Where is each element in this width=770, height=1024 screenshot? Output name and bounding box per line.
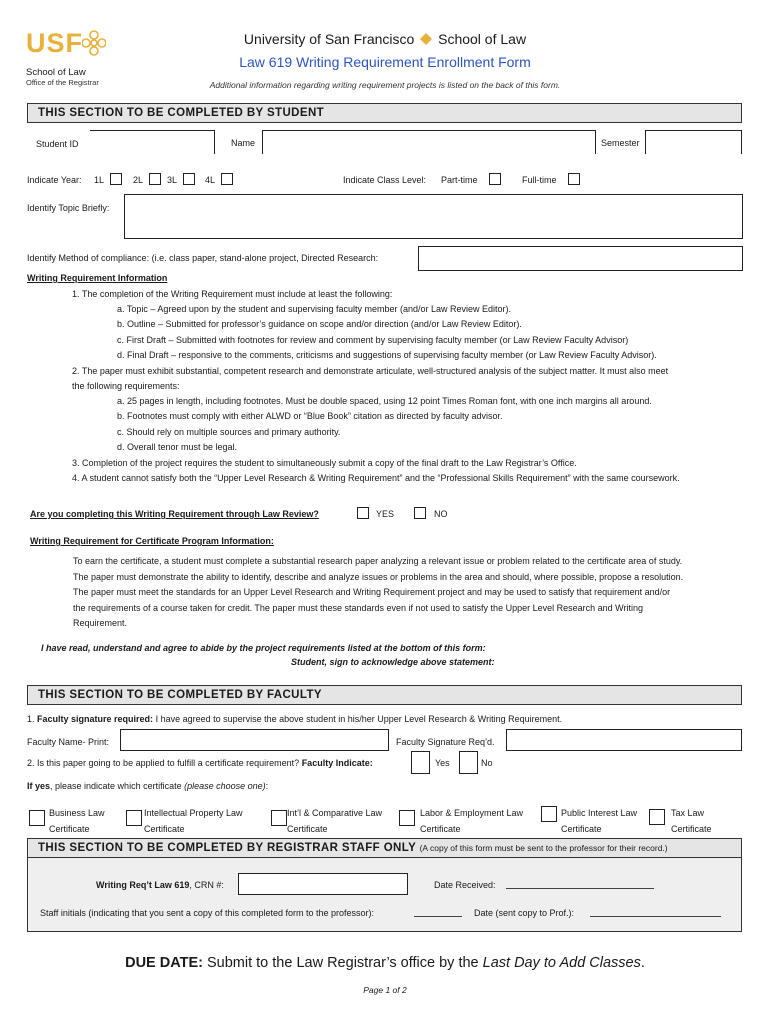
- certificate-yes-checkbox[interactable]: [411, 751, 430, 774]
- certificate-info-line-1: To earn the certificate, a student must complete a substantial research paper analyzing a relevant issue or problem related to the certificate area of study.: [73, 556, 683, 566]
- faculty-signature-label: Faculty Signature Req’d.: [396, 737, 495, 747]
- date-received-line[interactable]: [506, 888, 654, 889]
- faculty-sig-required-text: I have agreed to supervise the above student in his/her Upper Level Research & Writing Requirement.: [155, 714, 563, 724]
- wr-item-2d: d. Overall tenor must be legal.: [117, 442, 238, 452]
- wr-item-3: 3. Completion of the project requires the student to simultaneously submit a copy of the final draft to the Law Registrar’s Office.: [72, 458, 577, 468]
- certificate-yes-label: Yes: [435, 758, 450, 768]
- faculty-name-field[interactable]: [120, 729, 389, 751]
- law-review-question: Are you completing this Writing Requirement through Law Review?: [30, 509, 319, 519]
- registrar-section-header: [27, 838, 742, 858]
- student-id-field[interactable]: [90, 130, 215, 154]
- year-2l-label: 2L: [133, 175, 144, 185]
- law-review-yes-checkbox[interactable]: [357, 507, 369, 519]
- cert-labor-law-line1: Labor & Employment Law: [420, 808, 524, 818]
- date-sent-line[interactable]: [590, 916, 721, 917]
- diamond-icon: [420, 33, 432, 45]
- cert-intl-law-label: [287, 807, 382, 835]
- form-subtitle: Additional information regarding writing requirement projects is listed on the back of this form.: [209, 80, 561, 90]
- year-2l-checkbox[interactable]: [149, 173, 161, 185]
- if-yes-label: If yes: [27, 781, 51, 791]
- page-number: Page 1 of 2: [363, 985, 407, 995]
- year-3l-checkbox[interactable]: [183, 173, 195, 185]
- cert-ip-law-label: [144, 807, 243, 835]
- year-4l-label: 4L: [205, 175, 216, 185]
- wr-item-1b: b. Outline – Submitted for professor’s guidance on scope and/or direction (and/or Law Review Editor).: [117, 319, 522, 329]
- certificate-question: [27, 757, 373, 769]
- wr-item-4: 4. A student cannot satisfy both the “Upper Level Research & Writing Requirement” and the “Professional Skills Requirement” with the same coursework.: [72, 473, 680, 483]
- law-review-no-checkbox[interactable]: [414, 507, 426, 519]
- crn-label: , CRN #:: [189, 880, 224, 890]
- cert-labor-law-line2: Certificate: [420, 824, 461, 834]
- crn-field[interactable]: [238, 873, 408, 895]
- if-yes-text: , please indicate which certificate: [50, 781, 182, 791]
- part-time-checkbox[interactable]: [489, 173, 501, 185]
- writing-req-crn-label: [96, 879, 224, 891]
- if-yes-choose-one: (please choose one): [184, 781, 266, 791]
- cert-public-interest-line2: Certificate: [561, 824, 602, 834]
- certificate-info-line-4: the requirements of a course taken for credit. The paper must these standards even if not used to satisfy the Upper Level Research and Writing: [73, 603, 643, 613]
- if-yes-instruction: [27, 780, 268, 792]
- writing-req-label: Writing Req’t Law 619: [96, 880, 190, 890]
- full-time-label: Full-time: [522, 175, 557, 185]
- faculty-sig-required: [27, 713, 562, 725]
- cert-public-interest-label: [561, 807, 637, 835]
- date-sent-label: Date (sent copy to Prof.):: [474, 908, 575, 918]
- year-label: Indicate Year:: [27, 175, 82, 185]
- certificate-info-heading: Writing Requirement for Certificate Program Information:: [30, 536, 274, 546]
- cert-business-law-line2: Certificate: [49, 824, 90, 834]
- cert-labor-law-checkbox[interactable]: [399, 810, 415, 826]
- cert-ip-law-line1: Intellectual Property Law: [144, 808, 243, 818]
- cert-intl-law-line1: Int’l & Comparative Law: [287, 808, 383, 818]
- year-1l-label: 1L: [94, 175, 105, 185]
- certificate-info-line-3: The paper must meet the standards for an Upper Level Research and Writing Requirement project and may be used to satisfy that requirement and/or: [73, 587, 671, 597]
- faculty-name-label: Faculty Name- Print:: [27, 737, 110, 747]
- wr-item-2b: b. Footnotes must comply with either ALWD or “Blue Book” citation as directed by faculty advisor.: [117, 411, 503, 421]
- acknowledge-signature-prompt: Student, sign to acknowledge above statement:: [291, 657, 495, 667]
- wr-item-1: 1. The completion of the Writing Requirement must include at least the following:: [72, 289, 393, 299]
- due-date-deadline: Last Day to Add Classes: [482, 955, 641, 971]
- date-received-label: Date Received:: [434, 880, 496, 890]
- dept-line-1: School of Law: [26, 67, 86, 78]
- law-review-no-label: NO: [434, 509, 448, 519]
- due-date-label: DUE DATE:: [125, 955, 203, 971]
- semester-field[interactable]: [645, 130, 742, 154]
- wr-item-1a: a. Topic – Agreed upon by the student and supervising faculty member (and/or Law Review Editor).: [117, 304, 512, 314]
- part-time-label: Part-time: [441, 175, 478, 185]
- student-section-header: [27, 103, 742, 123]
- wr-item-2-line1: 2. The paper must exhibit substantial, competent research and demonstrate articulate, well-structured analysis of the subject matter. It must also meet: [72, 366, 669, 376]
- university-name: University of San Francisco: [243, 31, 415, 47]
- cert-tax-law-line1: Tax Law: [671, 808, 705, 818]
- cert-labor-law-label: [420, 807, 523, 835]
- registrar-panel: [27, 858, 742, 932]
- staff-initials-line[interactable]: [414, 916, 462, 917]
- cert-public-interest-line1: Public Interest Law: [561, 808, 638, 818]
- cert-business-law-label: [49, 807, 105, 835]
- wr-item-1d: d. Final Draft – responsive to the comments, criticisms and suggestions of supervising faculty member (or Law Review Faculty Advisor).: [117, 350, 657, 360]
- staff-initials-label: Staff initials (indicating that you sent a copy of this completed form to the professor):: [40, 908, 375, 918]
- topic-field[interactable]: [124, 194, 743, 239]
- certificate-no-label: No: [481, 758, 493, 768]
- student-id-label: Student ID: [36, 139, 79, 149]
- cert-tax-law-label: [671, 807, 712, 835]
- year-3l-label: 3L: [167, 175, 178, 185]
- wr-info-heading: Writing Requirement Information: [27, 273, 168, 283]
- cert-business-law-line1: Business Law: [49, 808, 105, 818]
- registrar-section-title-bold: THIS SECTION TO BE COMPLETED BY REGISTRAR STAFF ONLY: [38, 842, 416, 854]
- due-date-text: Submit to the Law Registrar’s office by the: [202, 955, 483, 971]
- full-time-checkbox[interactable]: [568, 173, 580, 185]
- cert-ip-law-checkbox[interactable]: [126, 810, 142, 826]
- wr-item-2c: c. Should rely on multiple sources and primary authority.: [117, 427, 341, 437]
- method-label: Identify Method of compliance: (i.e. class paper, stand-alone project, Directed Research:: [27, 253, 379, 263]
- wr-item-1c: c. First Draft – Submitted with footnotes for review and comment by supervising faculty member (or Law Review Faculty Advisor): [117, 335, 629, 345]
- if-yes-colon: :: [265, 781, 269, 791]
- law-review-yes-label: YES: [376, 509, 395, 519]
- semester-label: Semester: [601, 138, 640, 148]
- certificate-question-text: 2. Is this paper going to be applied to fulfill a certificate requirement?: [27, 758, 300, 768]
- university-line: [0, 31, 770, 47]
- faculty-section-title: THIS SECTION TO BE COMPLETED BY FACULTY: [38, 689, 322, 701]
- topic-label: Identify Topic Briefly:: [27, 203, 110, 213]
- cert-public-interest-checkbox[interactable]: [541, 806, 557, 822]
- name-field[interactable]: [262, 130, 596, 154]
- method-field[interactable]: [418, 246, 743, 271]
- cert-intl-law-line2: Certificate: [287, 824, 328, 834]
- form-title: Law 619 Writing Requirement Enrollment Form: [239, 54, 531, 70]
- student-section-title: THIS SECTION TO BE COMPLETED BY STUDENT: [38, 107, 325, 119]
- due-date: [0, 955, 770, 971]
- cert-tax-law-line2: Certificate: [671, 824, 712, 834]
- year-1l-checkbox[interactable]: [110, 173, 122, 185]
- logo-text: USF: [26, 28, 83, 58]
- certificate-no-checkbox[interactable]: [459, 751, 478, 774]
- faculty-section-header: [27, 685, 742, 705]
- year-4l-checkbox[interactable]: [221, 173, 233, 185]
- cert-intl-law-checkbox[interactable]: [271, 810, 287, 826]
- class-level-label: Indicate Class Level:: [343, 175, 427, 185]
- cert-tax-law-checkbox[interactable]: [649, 809, 665, 825]
- faculty-sig-num: 1.: [27, 714, 35, 724]
- faculty-sig-required-label: Faculty signature required:: [37, 714, 154, 724]
- acknowledge-statement: I have read, understand and agree to abide by the project requirements listed at the bottom of this form:: [41, 643, 486, 653]
- registrar-section-note: (A copy of this form must be sent to the professor for their record.): [419, 843, 668, 853]
- due-date-end: .: [640, 955, 645, 971]
- name-label: Name: [231, 138, 256, 148]
- faculty-signature-field[interactable]: [506, 729, 742, 751]
- certificate-info-line-2: The paper must demonstrate the ability to identify, describe and analyze issues or problems in the area and should, where possible, propose a resolution.: [73, 572, 684, 582]
- cert-business-law-checkbox[interactable]: [29, 810, 45, 826]
- school-name: School of Law: [438, 31, 527, 47]
- registrar-section-title: [38, 842, 668, 854]
- wr-item-2a: a. 25 pages in length, including footnotes. Must be double spaced, using 12 point Times Roman font, with one inch margins all around.: [117, 396, 652, 406]
- faculty-indicate-label: Faculty Indicate:: [301, 758, 373, 768]
- certificate-info-line-5: Requirement.: [73, 618, 128, 628]
- wr-item-2-line2: the following requirements:: [72, 381, 180, 391]
- dept-line-2: Office of the Registrar: [26, 78, 99, 87]
- cert-ip-law-line2: Certificate: [144, 824, 185, 834]
